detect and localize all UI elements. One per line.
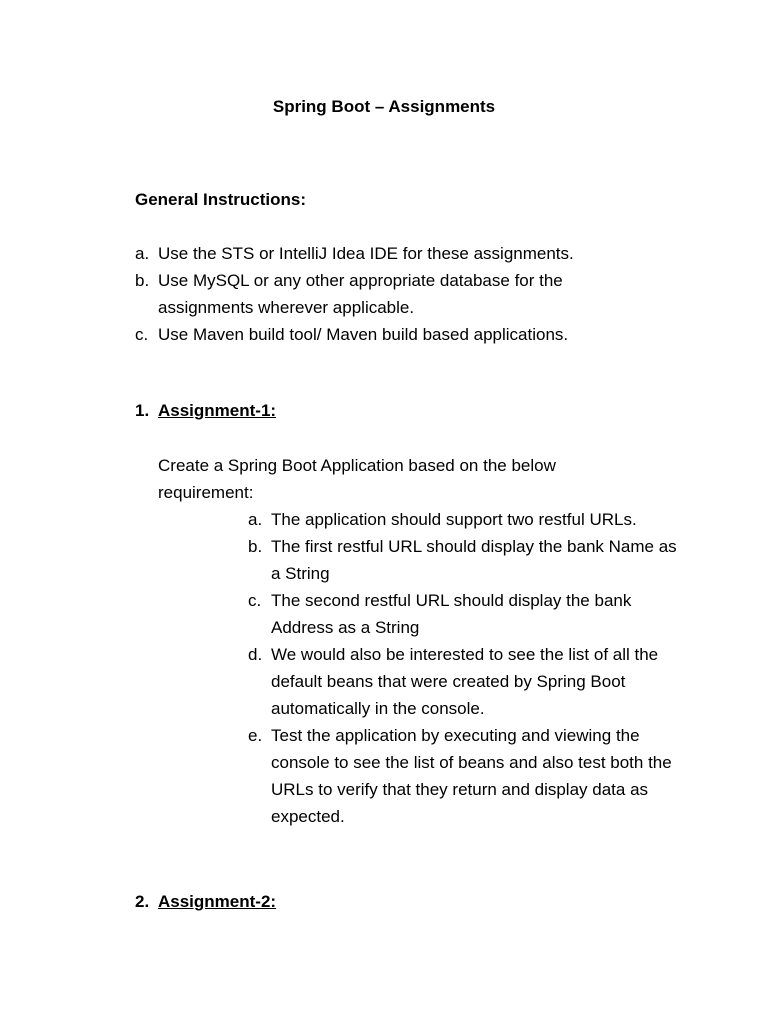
list-item-text: The first restful URL should display the bank Name as a String: [271, 537, 677, 583]
list-item: [248, 587, 688, 641]
list-item-text: We would also be interested to see the list of all the default beans that were created by Spring Boot automatically in the console.: [271, 645, 659, 718]
assignment-label: Assignment-1:: [158, 401, 277, 420]
list-item: [135, 267, 655, 321]
list-marker: a.: [248, 510, 263, 529]
list-marker: c.: [248, 591, 262, 610]
assignment-1-heading: [135, 400, 276, 422]
assignment-2-heading: [135, 891, 276, 913]
list-marker: a.: [135, 244, 150, 263]
list-item: [248, 506, 688, 533]
assignment-1-requirements: [248, 506, 688, 830]
list-item: [248, 533, 688, 587]
list-item: [135, 240, 655, 267]
list-item-text: Use the STS or IntelliJ Idea IDE for these assignments.: [158, 244, 574, 263]
list-item: [248, 722, 688, 830]
list-item-text: The application should support two restful URLs.: [271, 510, 637, 529]
list-marker: b.: [135, 271, 150, 290]
assignment-number: 1.: [135, 401, 150, 420]
document-title: Spring Boot – Assignments: [272, 97, 496, 116]
list-item: [248, 641, 688, 722]
list-item: [135, 321, 655, 348]
list-marker: b.: [248, 537, 263, 556]
list-item-text: Use MySQL or any other appropriate database for the assignments wherever applicable.: [158, 271, 563, 317]
list-marker: c.: [135, 325, 149, 344]
assignment-1-description: Create a Spring Boot Application based on the below requirement:: [158, 456, 556, 502]
list-item-text: Test the application by executing and viewing the console to see the list of beans and also test both the URLs to verify that they return and display data as expected.: [271, 726, 672, 826]
list-item-text: Use Maven build tool/ Maven build based applications.: [158, 325, 569, 344]
assignment-number: 2.: [135, 892, 150, 911]
assignment-label: Assignment-2:: [158, 892, 277, 911]
general-instructions-heading: General Instructions:: [135, 190, 306, 209]
list-item-text: The second restful URL should display the bank Address as a String: [271, 591, 632, 637]
list-marker: d.: [248, 645, 263, 664]
general-instructions-list: [135, 240, 655, 348]
list-marker: e.: [248, 726, 263, 745]
